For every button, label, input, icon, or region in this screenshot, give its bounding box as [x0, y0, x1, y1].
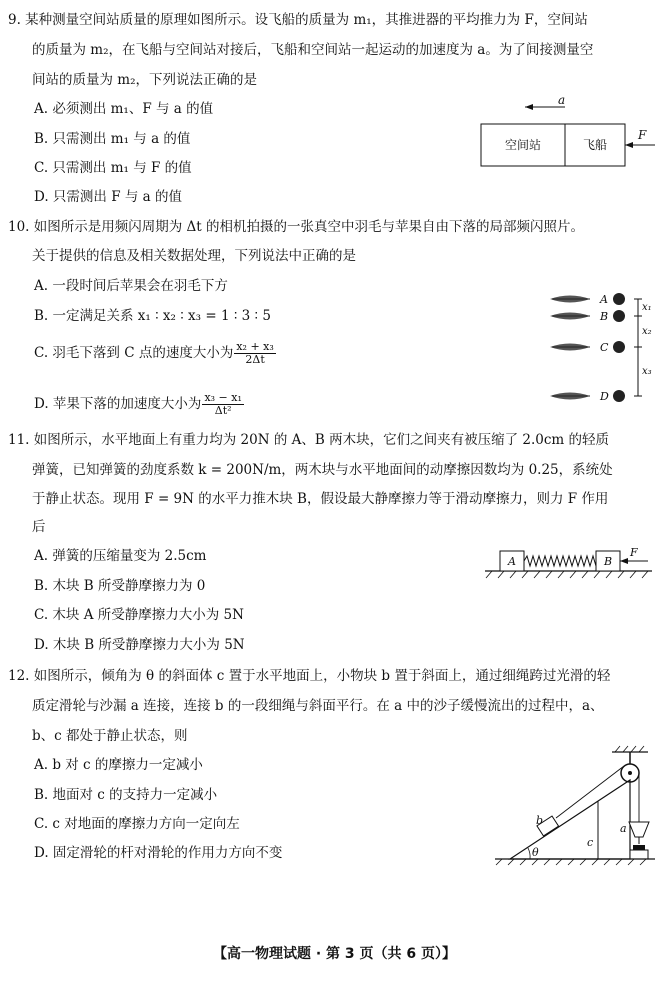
q9-option-d: D. 只需测出 F 与 a 的值	[34, 189, 183, 205]
q12-option-d: D. 固定滑轮的杆对滑轮的作用力方向不变	[34, 845, 283, 861]
distance-x2-label: x₂	[642, 326, 652, 337]
point-b-label: B	[600, 310, 609, 323]
pulley-axle	[628, 771, 632, 775]
force-arrowhead	[625, 142, 633, 148]
q11-option-c: C. 木块 A 所受静摩擦力大小为 5N	[34, 607, 244, 623]
q10-option-c-denominator: 2Δt	[245, 353, 265, 366]
q10-figure	[540, 282, 665, 410]
feather-icon	[550, 296, 590, 303]
q10-stem-line1: 10. 如图所示是用频闪周期为 Δt 的相机拍摄的一张真空中羽毛与苹果自由下落的局部频闪照片。	[8, 219, 585, 235]
q11-stem-line4: 后	[32, 519, 46, 535]
distance-x3-label: x₃	[642, 366, 652, 377]
point-d-label: D	[600, 390, 609, 403]
feather-icon	[550, 344, 590, 351]
q11-stem-line3: 于静止状态。现用 F = 9N 的水平力推木块 B，假设最大静摩擦力等于滑动摩擦力，则力 F 作用	[32, 491, 609, 507]
point-a-label: A	[600, 293, 608, 306]
block-a-label: A	[508, 555, 516, 568]
q10-option-c-text: C. 羽毛下落到 C 点的速度大小为	[34, 345, 234, 361]
label-b: b	[536, 814, 544, 827]
apple-icon	[613, 293, 625, 305]
q12-stem-line1: 12. 如图所示，倾角为 θ 的斜面体 c 置于水平地面上，小物块 b 置于斜面上，通过细绳跨过光滑的轻	[8, 668, 611, 684]
feather-icon	[550, 393, 590, 400]
distance-markers	[634, 299, 642, 396]
q9-option-b: B. 只需测出 m₁ 与 a 的值	[34, 131, 191, 147]
ground-hatching	[496, 859, 646, 865]
accel-label: a	[558, 93, 566, 107]
ceiling-hatching	[615, 746, 644, 752]
q12-figure	[490, 745, 662, 865]
push-force-label: F	[630, 546, 638, 559]
q11-option-b: B. 木块 B 所受静摩擦力为 0	[34, 578, 206, 594]
label-c: c	[587, 836, 594, 849]
spring	[524, 556, 599, 566]
q9-option-c: C. 只需测出 m₁ 与 F 的值	[34, 160, 192, 176]
push-force-arrowhead	[620, 558, 628, 564]
q10-option-b: B. 一定满足关系 x₁ ∶ x₂ ∶ x₃ = 1 ∶ 3 ∶ 5	[34, 308, 271, 324]
ground-hatching	[486, 571, 648, 578]
q9-figure	[470, 95, 660, 175]
page-footer: 【高一物理试题 · 第 3 页（共 6 页）】	[212, 946, 457, 962]
q10-option-d	[34, 392, 244, 417]
point-c-label: C	[600, 341, 609, 354]
label-a: a	[620, 822, 627, 835]
q12-option-c: C. c 对地面的摩擦力方向一定向左	[34, 816, 240, 832]
distance-x1-label: x₁	[642, 302, 652, 313]
theta-label: θ	[532, 846, 539, 859]
accel-arrowhead	[525, 104, 533, 110]
q10-stem-line2: 关于提供的信息及相关数据处理，下列说法中正确的是	[32, 248, 356, 264]
q11-figure	[480, 540, 660, 585]
q12-stem-line2: 质定滑轮与沙漏 a 连接，连接 b 的一段细绳与斜面平行。在 a 中的沙子缓慢流出的过程中，a、	[32, 698, 604, 714]
q9-stem-line2: 的质量为 m₂，在飞船与空间站对接后，飞船和空间站一起运动的加速度为 a。为了间接测量空	[32, 42, 594, 58]
q12-option-a: A. b 对 c 的摩擦力一定减小	[34, 757, 203, 773]
angle-arc	[528, 848, 530, 859]
q10-option-c	[34, 341, 276, 366]
space-station-label: 空间站	[504, 138, 542, 152]
apple-icon	[613, 341, 625, 353]
q10-option-c-numerator: x₂ + x₃	[236, 340, 274, 353]
q9-stem-line3: 间站的质量为 m₂，下列说法正确的是	[32, 72, 258, 88]
q9-stem-line1: 9. 某种测量空间站质量的原理如图所示。设飞船的质量为 m₁，其推进器的平均推力为 F，空间站	[8, 12, 588, 28]
q10-option-d-fraction	[202, 392, 243, 417]
incline-c	[510, 780, 630, 859]
q10-option-d-text: D. 苹果下落的加速度大小为	[34, 396, 202, 412]
block-b-label: B	[603, 555, 613, 568]
apple-icon	[613, 390, 625, 402]
sand-pile	[633, 845, 645, 850]
feather-icon	[550, 313, 590, 320]
q10-option-d-denominator: Δt²	[214, 404, 232, 417]
q12-stem-line3: b、c 都处于静止状态，则	[32, 728, 188, 744]
sand-funnel-a	[629, 822, 649, 837]
q9-option-a: A. 必须测出 m₁、F 与 a 的值	[34, 101, 214, 117]
rope-incline	[556, 766, 624, 818]
q10-option-d-numerator: x₃ − x₁	[204, 391, 242, 404]
force-label: F	[638, 128, 647, 142]
q11-option-d: D. 木块 B 所受静摩擦力大小为 5N	[34, 637, 245, 653]
apple-icon	[613, 310, 625, 322]
sand-container	[630, 850, 648, 859]
q12-option-b: B. 地面对 c 的支持力一定减小	[34, 787, 218, 803]
spaceship-label: 飞船	[582, 138, 608, 152]
q10-option-a: A. 一段时间后苹果会在羽毛下方	[34, 278, 228, 294]
q10-option-c-fraction	[234, 341, 275, 366]
q11-option-a: A. 弹簧的压缩量变为 2.5cm	[34, 548, 207, 564]
q11-stem-line1: 11. 如图所示，水平地面上有重力均为 20N 的 A、B 两木块，它们之间夹有被压缩了 2.0cm 的轻质	[8, 432, 609, 448]
q11-stem-line2: 弹簧，已知弹簧的劲度系数 k = 200N/m，两木块与水平地面间的动摩擦因数均为 0.25，系统处	[32, 462, 613, 478]
